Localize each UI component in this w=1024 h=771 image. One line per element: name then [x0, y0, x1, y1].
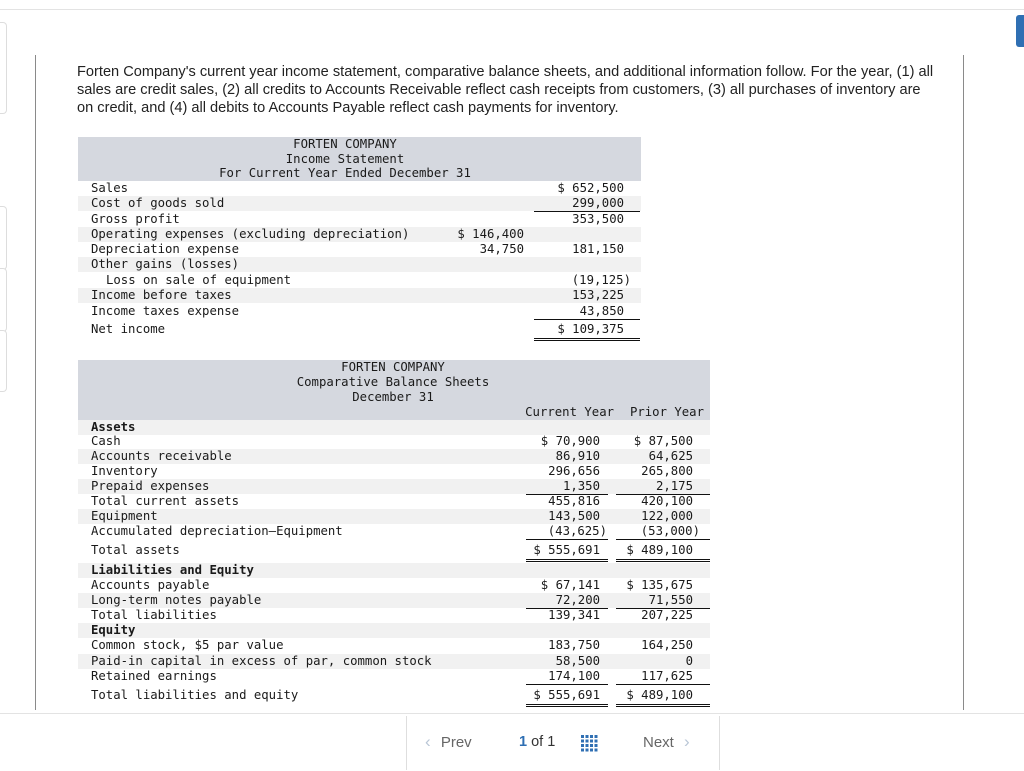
is-row-cogs: Cost of goods sold 299,000: [78, 196, 641, 211]
bs-row-total-liabilities-equity: Total liabilities and equity $ 555,691 $ 489,100: [78, 688, 710, 703]
bs-date: December 31: [352, 390, 434, 404]
is-row-operating-expenses: Operating expenses (excluding depreciation) $ 146,400: [78, 227, 641, 242]
col-prior-year: Prior Year: [629, 405, 704, 419]
next-button[interactable]: [643, 733, 690, 752]
page-of-label: of 1: [531, 734, 556, 750]
bs-row-total-current-assets: Total current assets 455,816 420,100: [91, 494, 693, 508]
current-page: 1: [519, 734, 528, 750]
chevron-left-icon: ‹: [425, 732, 431, 751]
is-row-other-gains: Other gains (losses): [78, 257, 641, 272]
bs-row-prepaid-expenses: Prepaid expenses 1,350 2,175: [78, 479, 710, 494]
left-panel-tab[interactable]: [0, 206, 7, 270]
next-label: Next: [643, 734, 674, 751]
statement-title: Income Statement: [285, 152, 405, 166]
pager-separator: [406, 716, 407, 770]
content-border-left: [35, 55, 36, 710]
bs-section-liabilities-equity: Liabilities and Equity: [78, 563, 710, 578]
bs-section-assets: Assets: [78, 420, 710, 435]
bs-row-paid-in-capital: Paid-in capital in excess of par, common stock 58,500 0: [78, 654, 710, 669]
bs-row-common-stock: Common stock, $5 par value 183,750 164,250: [91, 638, 693, 652]
comparative-balance-sheets: [78, 360, 710, 710]
statement-period: For Current Year Ended December 31: [219, 166, 471, 180]
bs-company-name: FORTEN COMPANY: [341, 360, 445, 374]
col-current-year: Current Year: [525, 405, 614, 419]
bs-row-total-liabilities: Total liabilities 139,341 207,225: [91, 608, 693, 622]
is-row-income-taxes: Income taxes expense 43,850: [78, 304, 641, 319]
bs-row-long-term-notes: Long-term notes payable 72,200 71,550: [78, 593, 710, 608]
bs-row-accounts-receivable: Accounts receivable 86,910 64,625: [78, 449, 710, 464]
pager-separator: [719, 716, 720, 770]
problem-intro: Forten Company's current year income statement, comparative balance sheets, and additional information follow. For the year, (1) all sales are credit sales, (2) all credits to Accounts Receivable reflect cash receipts from customers, (3) all purchases of inventory are on credit, and (4) all debits to Accounts Payable reflect cash payments for inventory.: [77, 64, 934, 116]
chevron-right-icon: ›: [684, 732, 690, 751]
prev-label: Prev: [440, 734, 472, 751]
is-row-sales: Sales $ 652,500: [91, 181, 624, 195]
left-panel-tab[interactable]: [0, 330, 7, 392]
is-row-income-before-taxes: Income before taxes 153,225: [78, 288, 641, 303]
pager-divider: [0, 713, 1024, 714]
side-panel-tab[interactable]: [1016, 15, 1024, 47]
is-row-depreciation: Depreciation expense 34,750 181,150: [91, 242, 624, 256]
bs-row-total-assets: Total assets $ 555,691 $ 489,100: [78, 543, 710, 558]
left-panel-tab[interactable]: [0, 22, 7, 114]
is-row-net-income: Net income $ 109,375: [78, 322, 641, 337]
company-name: FORTEN COMPANY: [293, 137, 397, 151]
grid-icon[interactable]: [581, 735, 598, 752]
content-border-right: [963, 55, 964, 710]
bs-row-equipment: Equipment 143,500 122,000: [78, 509, 710, 524]
prev-button[interactable]: [425, 733, 472, 752]
bs-row-cash: Cash $ 70,900 $ 87,500: [91, 434, 693, 448]
bs-row-accumulated-depreciation: Accumulated depreciation—Equipment (43,625) (53,000): [78, 524, 710, 539]
page-indicator: [519, 733, 555, 751]
bs-title: Comparative Balance Sheets: [296, 375, 490, 389]
bs-section-equity: Equity: [78, 623, 710, 638]
bs-row-accounts-payable: Accounts payable $ 67,141 $ 135,675: [91, 578, 693, 592]
top-divider: [0, 9, 1024, 10]
left-panel-tab[interactable]: [0, 268, 7, 332]
is-row-loss-on-sale: Loss on sale of equipment (19,125): [78, 273, 641, 288]
bs-row-retained-earnings: Retained earnings 174,100 117,625: [78, 669, 710, 684]
income-statement: [78, 137, 641, 342]
is-row-gross-profit: Gross profit 353,500: [91, 212, 624, 226]
bs-row-inventory: Inventory 296,656 265,800: [91, 464, 693, 478]
